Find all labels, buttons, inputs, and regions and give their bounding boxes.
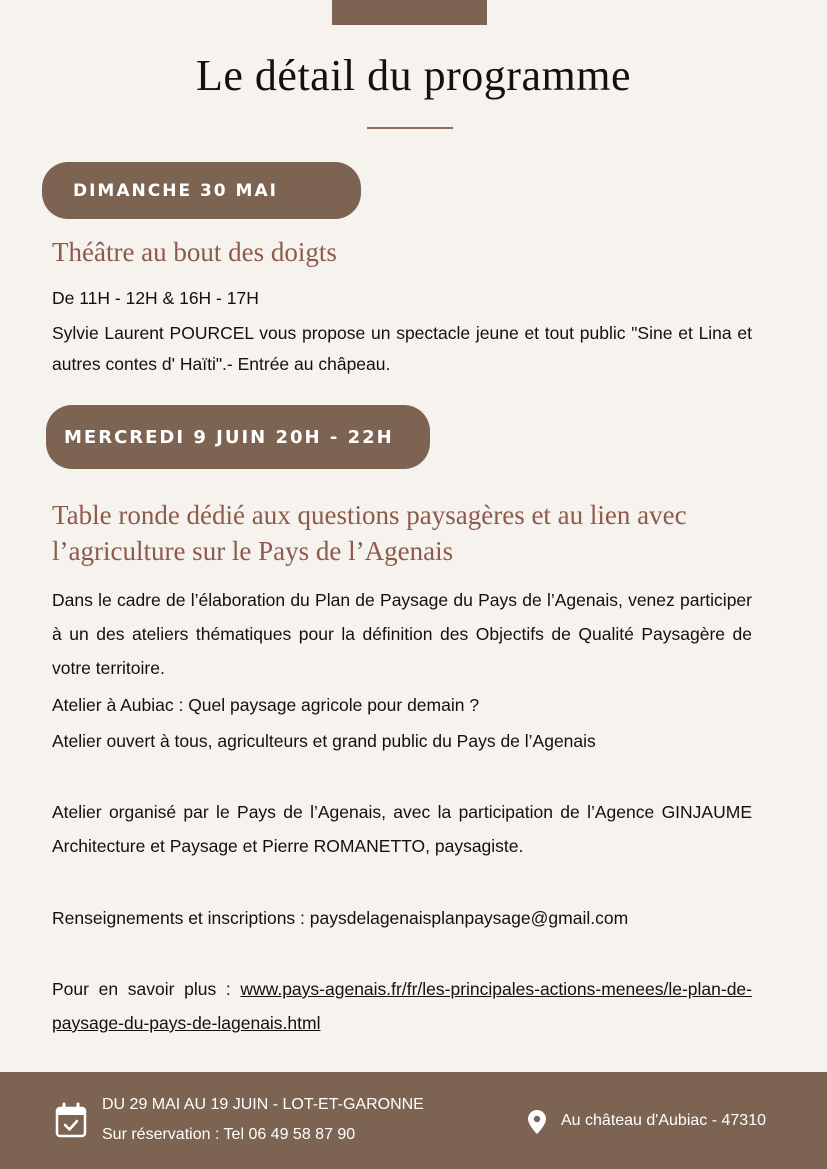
footer-dates: DU 29 MAI AU 19 JUIN - LOT-ET-GARONNE <box>102 1096 424 1113</box>
event2-date-badge: MERCREDI 9 JUIN 20H - 22H <box>46 405 430 469</box>
top-decorative-tab <box>332 0 487 25</box>
footer-bar <box>0 1072 827 1169</box>
footer-reservation: Sur réservation : Tel 06 49 58 87 90 <box>102 1126 356 1143</box>
event2-atelier-line: Atelier à Aubiac : Quel paysage agricole pour demain ? <box>52 695 480 715</box>
more-info-label: Pour en savoir plus : <box>52 979 241 999</box>
event1-description: Sylvie Laurent POURCEL vous propose un spectacle jeune et tout public "Sine et Lina et autres contes d' Haïti".- Entrée au châpeau. <box>52 323 752 374</box>
event2-organisation-paragraph: Atelier organisé par le Pays de l’Agenais, avec la participation de l’Agence GINJAUME Architecture et Paysage et Pierre ROMANETTO, paysagiste. <box>52 802 752 856</box>
event2-contact-line: Renseignements et inscriptions : paysdelagenaisplanpaysage@gmail.com <box>52 908 629 928</box>
event1-hours: De 11H - 12H & 16H - 17H <box>52 288 259 308</box>
map-pin-icon <box>528 1110 546 1134</box>
more-info-link[interactable]: www.pays-agenais.fr/fr/les-principales-actions-menees/le-plan-de-paysage-du-pays-de-lagenais.html <box>52 979 752 1033</box>
event2-open-line: Atelier ouvert à tous, agriculteurs et grand public du Pays de l’Agenais <box>52 731 596 751</box>
event1-date-badge: DIMANCHE 30 MAI <box>42 162 361 219</box>
more-info-block <box>52 972 752 1040</box>
event2-paragraph-intro: Dans le cadre de l’élaboration du Plan de Paysage du Pays de l’Agenais, venez participer à un des ateliers thématiques pour la définition des Objectifs de Qualité Paysagère de votre territoire. <box>52 590 752 678</box>
event2-title: Table ronde dédié aux questions paysagères et au lien avec l’agriculture sur le Pays de l’Agenais <box>52 500 687 566</box>
calendar-check-icon <box>55 1102 87 1138</box>
footer-location: Au château d'Aubiac - 47310 <box>561 1112 766 1129</box>
event1-title: Théâtre au bout des doigts <box>52 237 337 267</box>
title-divider <box>367 127 453 129</box>
page-title: Le détail du programme <box>196 51 631 100</box>
